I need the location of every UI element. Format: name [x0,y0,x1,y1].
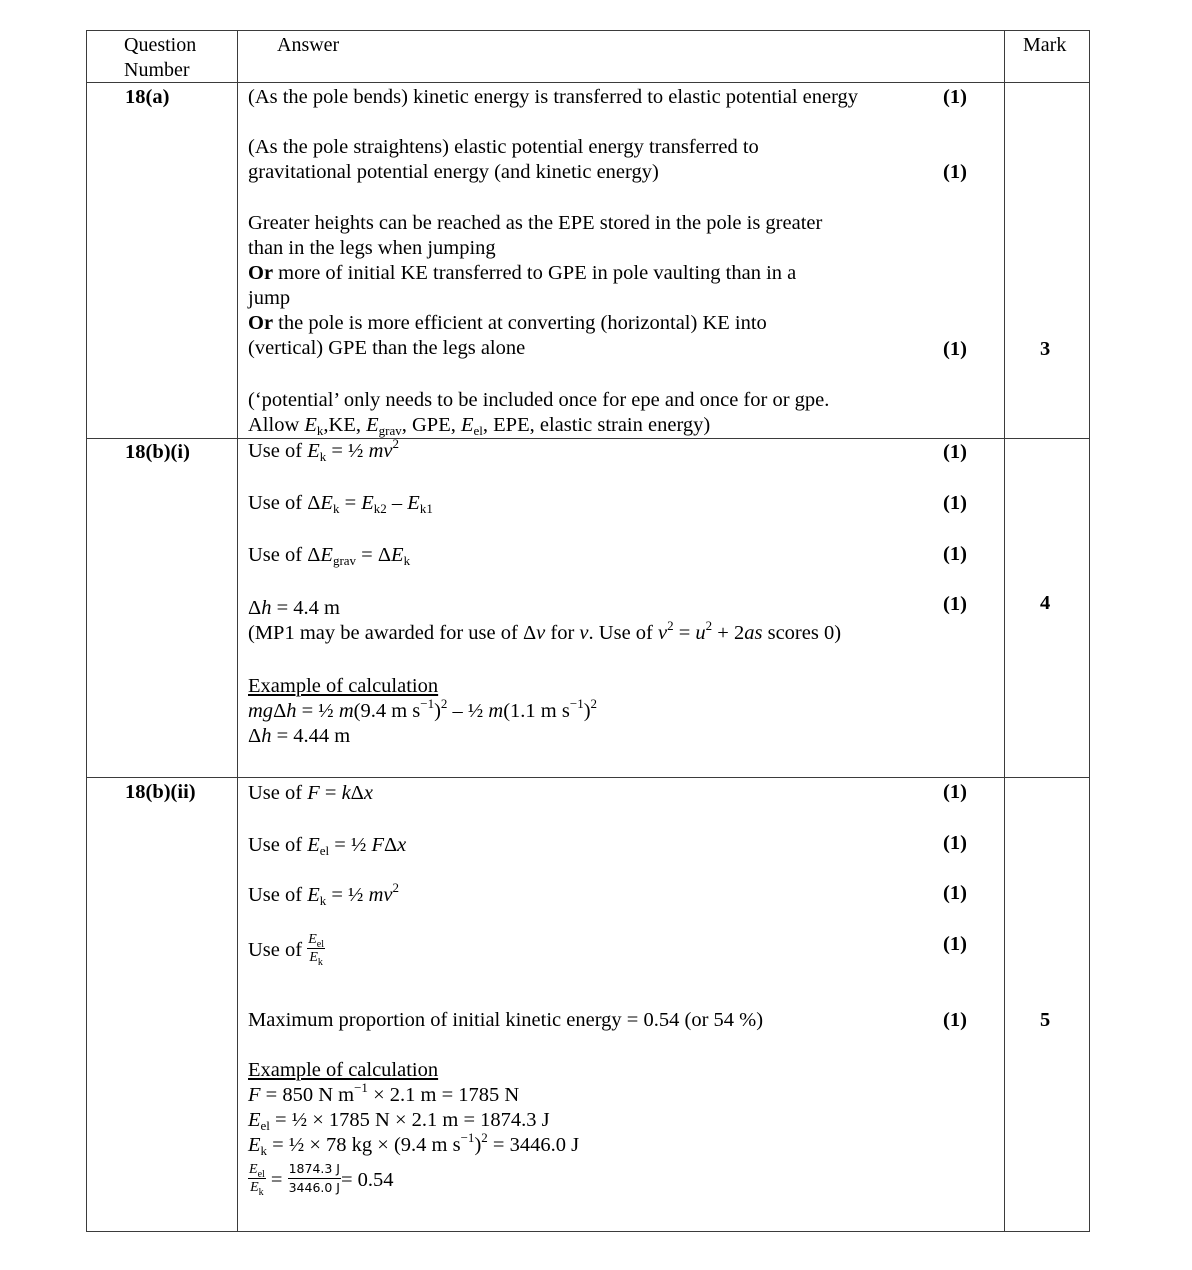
answer-text: Use of $E_k$ = ½ $mv^2$ [248,436,399,464]
examiner-note: (‘potential’ only needs to be included once for epe and once for or gpe. Allow $E_k,KE$, $E_{grav}$, GPE, $E_{el}$, EPE, elastic strain energy) [248,389,830,438]
total-mark: 5 [1040,1009,1051,1031]
column-divider [1004,30,1005,1232]
mark-point: (1) [943,882,967,904]
row-divider [86,777,1090,778]
mark-point: (1) [943,492,967,514]
ratio-symbolic-fraction: $\frac{E_{el}}{E_k}$ [249,1161,265,1198]
answer-text: Use of F = kΔx [248,782,373,804]
answer-text: Use of $\Delta E_{grav} = \Delta E_k$ [248,544,411,568]
ratio-calculation: $\frac{E_{el}}{E_k}$ = $\frac{1874.3 J}{3446.0 J}$ = 0.54 [249,1160,394,1198]
header-question-number: Question Number [124,34,197,81]
mark-point: (1) [943,1009,967,1031]
header-answer: Answer [277,34,340,56]
answer-text: Use of $\frac{E_{el}}{E_k}$ [248,931,324,968]
example-calculation: Example of calculation F = 850 N $m^{-1} \times 2.1$ m = 1785 N $E_{el}$ = ½ × 1785 N × 2.1 m = 1874.3 J $E_k$ = ½ × 78 kg × (9.4 m $s^{-1})^2 = 3446.0$ J [248,1059,580,1158]
mark-point: (1) [943,161,967,183]
ratio-fraction: $\frac{E_{el}}{E_k}$ [308,931,324,968]
answer-text: Δh = 4.4 m (MP1 may be awarded for use of Δv for v. Use of $v^2 = u^2 + 2as$ scores 0) [248,597,842,644]
question-number: 18(b)(i) [125,441,190,463]
mark-point: (1) [943,543,967,565]
answer-text: Maximum proportion of initial kinetic energy = 0.54 (or 54 %) [248,1009,764,1031]
ratio-value-fraction: $\frac{1874.3 J}{3446.0 J}$ [288,1160,340,1195]
answer-text: Use of $\Delta E_k = E_{k2} - E_{k1}$ [248,492,433,516]
row-divider [86,438,1090,439]
header-mark: Mark [1023,34,1067,56]
mark-point: (1) [943,338,967,360]
answer-text: Use of $E_k$ = ½ $mv^2$ [248,880,399,908]
mark-point: (1) [943,441,967,463]
question-number: 18(a) [125,86,170,108]
mark-point: (1) [943,832,967,854]
example-calculation: Example of calculation mgΔh = ½ m(9.4 m $s^{-1})^2$ – ½ m(1.1 m $s^{-1})^2$ Δh = 4.44 m [248,675,598,747]
mark-point: (1) [943,781,967,803]
answer-text: Use of $E_{el}$ = ½ FΔx [248,834,407,858]
total-mark: 3 [1040,338,1051,360]
answer-text: (As the pole straightens) elastic potential energy transferred to gravitational potential energy (and kinetic energy) [248,136,759,183]
table-border-bottom [86,1231,1090,1232]
answer-text: (As the pole bends) kinetic energy is transferred to elastic potential energy [248,86,859,108]
row-divider [86,82,1090,83]
table-border-left [86,30,87,1232]
total-mark: 4 [1040,592,1051,614]
table-border-right [1089,30,1090,1232]
mark-point: (1) [943,86,967,108]
column-divider [237,30,238,1232]
table-border-top [86,30,1090,31]
mark-point: (1) [943,933,967,955]
answer-text: Greater heights can be reached as the EPE stored in the pole is greater than in the legs when jumping Or more of initial KE transferred to GPE in pole vaulting than in a jump Or the pole is more efficient at converting (horizontal) KE into (vertical) GPE than the legs alone [248,212,823,359]
question-number: 18(b)(ii) [125,781,196,803]
mark-point: (1) [943,593,967,615]
